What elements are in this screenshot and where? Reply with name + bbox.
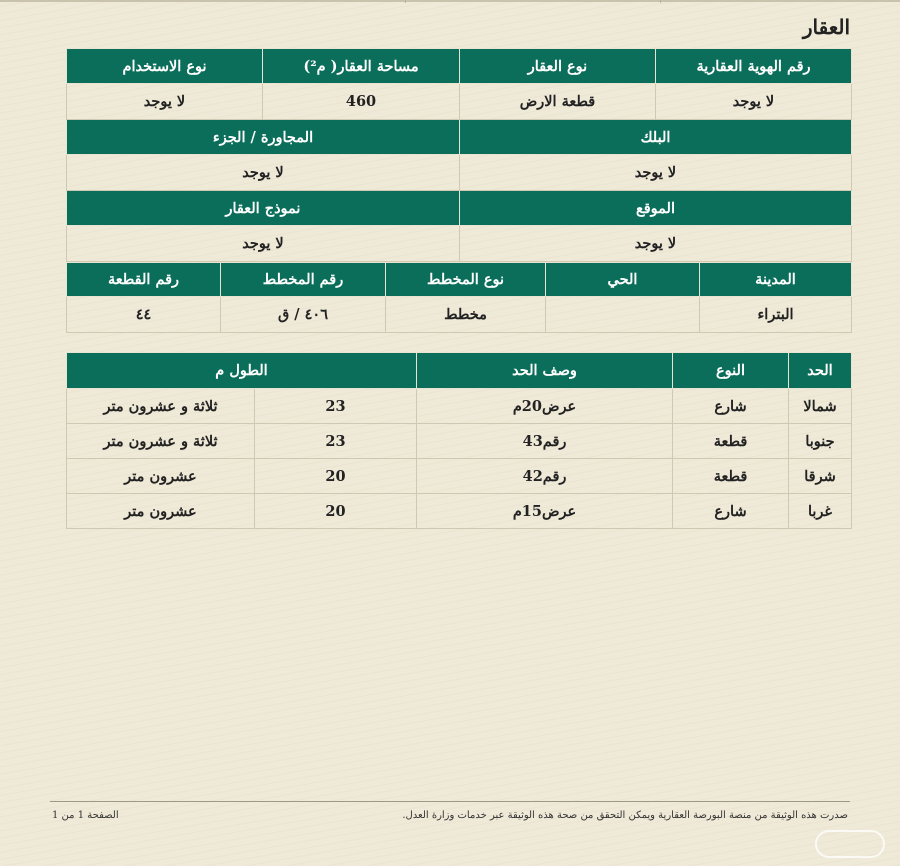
boundary-length-text: عشرون متر: [67, 494, 255, 529]
value-property-area: 460: [263, 84, 460, 120]
boundary-type: شارع: [673, 494, 789, 529]
top-divider-tick: [405, 0, 406, 3]
footer-note: صدرت هذه الوثيقة من منصة البورصة العقارية ويمكن التحقق من صحة هذه الوثيقة عبر خدمات وزارة العدل.: [402, 810, 848, 821]
value-usage-type: لا يوجد: [67, 84, 263, 120]
header-neighborhood-part: المجاورة / الجزء: [67, 120, 460, 155]
header-boundary-type: النوع: [673, 353, 789, 389]
property-table: [66, 48, 852, 262]
boundary-type: قطعة: [673, 459, 789, 494]
value-neighborhood-part: لا يوجد: [67, 155, 460, 191]
boundary-description: عرض20م: [417, 389, 673, 424]
header-plan-type: نوع المخطط: [386, 263, 546, 297]
value-plot-number: ٤٤: [67, 297, 221, 333]
value-property-id: لا يوجد: [656, 84, 852, 120]
footer-divider: [50, 801, 850, 802]
value-block: لا يوجد: [460, 155, 852, 191]
location-value-row: [67, 226, 852, 262]
boundary-length: 20: [255, 459, 417, 494]
boundary-side: شمالا: [789, 389, 852, 424]
plan-table: [66, 262, 852, 333]
header-boundary: الحد: [789, 353, 852, 389]
property-header-row: [67, 49, 852, 84]
boundary-length-text: ثلاثة و عشرون متر: [67, 424, 255, 459]
block-header-row: [67, 120, 852, 155]
value-district: [546, 297, 700, 333]
page-number: الصفحة 1 من 1: [52, 810, 119, 821]
value-property-type: قطعة الارض: [460, 84, 656, 120]
header-property-type: نوع العقار: [460, 49, 656, 84]
boundaries-header-row: [67, 353, 852, 389]
location-header-row: [67, 191, 852, 226]
table-row: [67, 424, 852, 459]
header-plan-number: رقم المخطط: [221, 263, 386, 297]
top-divider-tick: [660, 0, 661, 3]
header-district: الحي: [546, 263, 700, 297]
header-location: الموقع: [460, 191, 852, 226]
header-city: المدينة: [700, 263, 852, 297]
plan-value-row: [67, 297, 852, 333]
boundary-side: شرقا: [789, 459, 852, 494]
boundary-length: 20: [255, 494, 417, 529]
boundary-length-text: عشرون متر: [67, 459, 255, 494]
header-boundary-description: وصف الحد: [417, 353, 673, 389]
boundary-description: عرض15م: [417, 494, 673, 529]
header-block: البلك: [460, 120, 852, 155]
value-plan-type: مخطط: [386, 297, 546, 333]
table-row: [67, 459, 852, 494]
table-row: [67, 494, 852, 529]
header-property-area: مساحة العقار( م²): [263, 49, 460, 84]
top-divider: [0, 0, 900, 2]
header-property-model: نموذج العقار: [67, 191, 460, 226]
boundary-side: غربا: [789, 494, 852, 529]
boundary-length: 23: [255, 424, 417, 459]
value-plan-number: ٤٠٦ / ق: [221, 297, 386, 333]
header-usage-type: نوع الاستخدام: [67, 49, 263, 84]
boundary-length-text: ثلاثة و عشرون متر: [67, 389, 255, 424]
value-city: البتراء: [700, 297, 852, 333]
boundaries-table: [66, 352, 852, 529]
header-property-id: رقم الهوية العقارية: [656, 49, 852, 84]
table-row: [67, 389, 852, 424]
value-location: لا يوجد: [460, 226, 852, 262]
boundary-length: 23: [255, 389, 417, 424]
property-value-row: [67, 84, 852, 120]
header-length: الطول م: [67, 353, 417, 389]
section-title: العقار: [802, 15, 850, 39]
boundary-side: جنوبا: [789, 424, 852, 459]
boundary-type: قطعة: [673, 424, 789, 459]
boundary-type: شارع: [673, 389, 789, 424]
value-property-model: لا يوجد: [67, 226, 460, 262]
plan-header-row: [67, 263, 852, 297]
watermark-logo: [815, 830, 885, 858]
block-value-row: [67, 155, 852, 191]
boundary-description: رقم42: [417, 459, 673, 494]
boundary-description: رقم43: [417, 424, 673, 459]
header-plot-number: رقم القطعة: [67, 263, 221, 297]
